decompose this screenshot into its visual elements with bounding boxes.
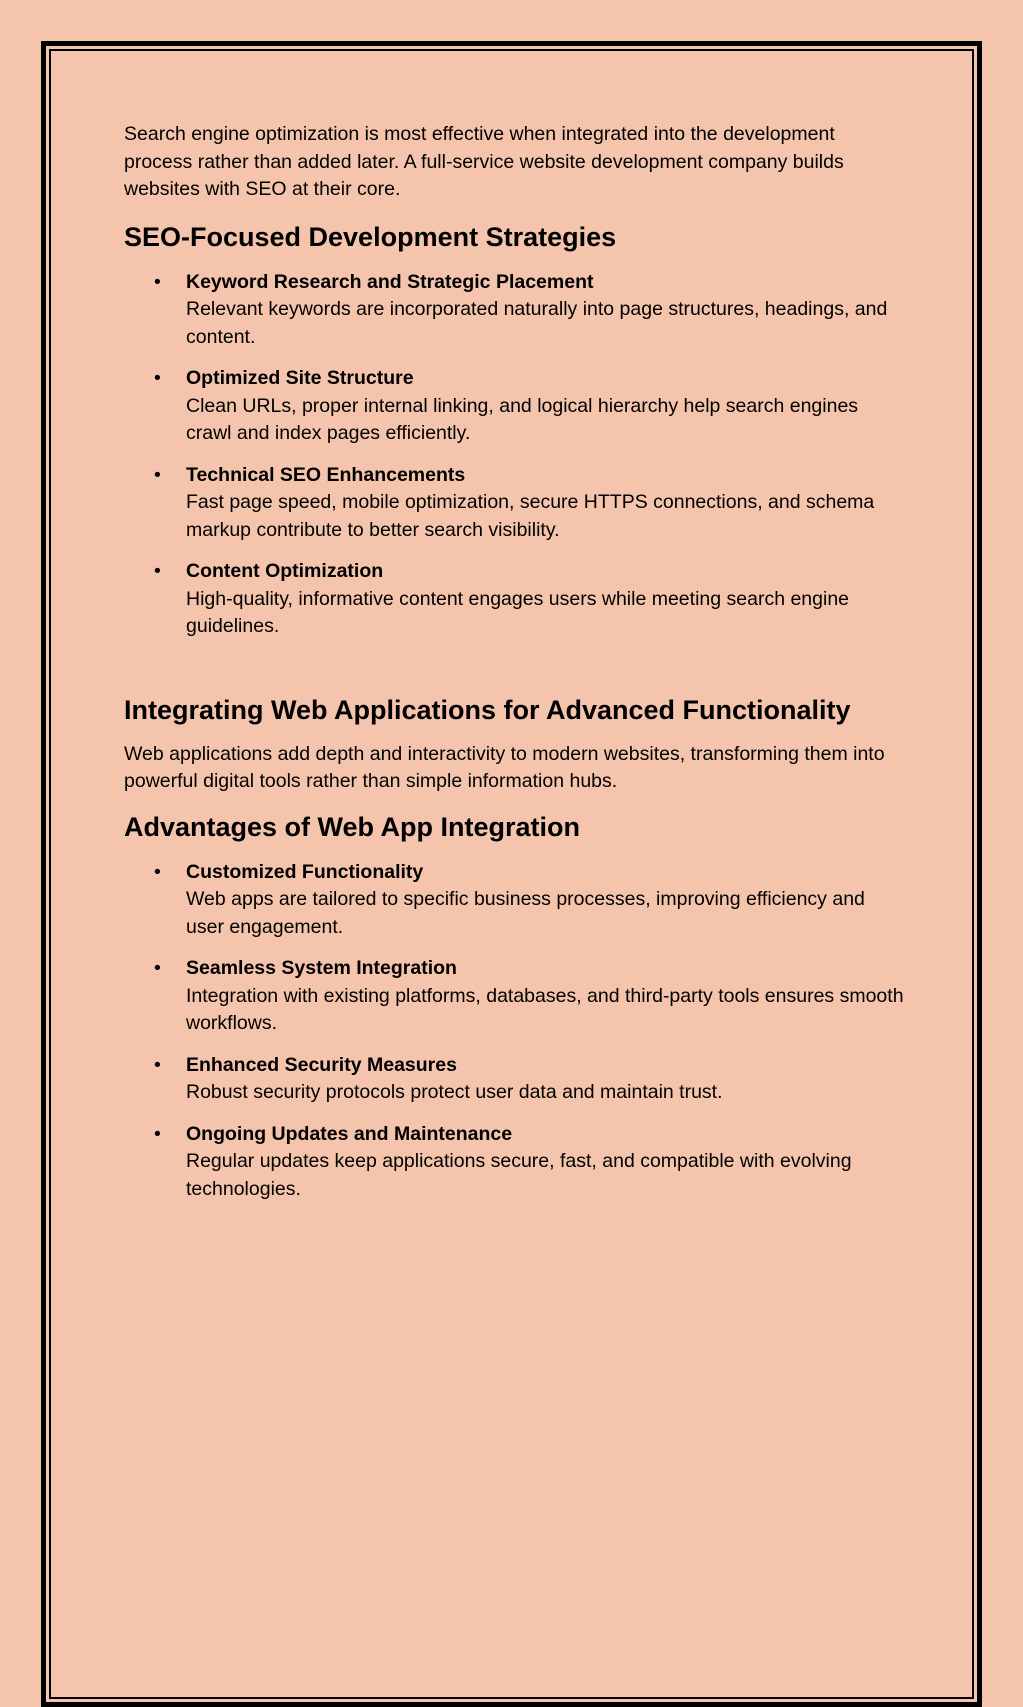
advantages-section-heading: Advantages of Web App Integration: [124, 811, 581, 842]
list-item-title: Content Optimization: [186, 560, 384, 582]
list-item: [124, 1052, 904, 1107]
list-item-text: Web apps are tailored to specific business processes, improving efficiency and user engagement.: [186, 888, 865, 938]
bullet-icon: •: [154, 1053, 161, 1076]
list-item-title: Customized Functionality: [186, 860, 424, 883]
list-item-title: Enhanced Security Measures: [186, 1053, 457, 1076]
list-item: [124, 955, 904, 1038]
list-item-title: Keyword Research and Strategic Placement: [186, 270, 594, 293]
list-item-title: Technical SEO Enhancements: [186, 463, 466, 486]
bullet-icon: •: [154, 957, 161, 979]
list-item: [124, 365, 904, 448]
bullet-icon: •: [154, 463, 161, 486]
advantages-list: [124, 859, 904, 1204]
list-item: [124, 462, 904, 545]
bullet-icon: •: [154, 860, 161, 883]
seo-section-heading: SEO-Focused Development Strategies: [124, 221, 617, 252]
bullet-icon: •: [154, 560, 161, 582]
list-item-text: Integration with existing platforms, databases, and third-party tools ensures smooth workflows.: [186, 984, 904, 1034]
list-item: [124, 1121, 904, 1204]
list-item-text: Relevant keywords are incorporated naturally into page structures, headings, and content.: [186, 298, 888, 348]
bullet-icon: •: [154, 1122, 161, 1145]
list-item-title: Optimized Site Structure: [186, 367, 414, 389]
seo-strategies-list: [124, 269, 904, 641]
bullet-icon: •: [154, 270, 161, 293]
list-item-title: Ongoing Updates and Maintenance: [186, 1122, 513, 1145]
document-content: [124, 121, 904, 1203]
webapp-paragraph: Web applications add depth and interactivity to modern websites, transforming them into powerful digital tools rather than simple information hubs.: [124, 742, 885, 792]
list-item: [124, 558, 904, 641]
list-item-title: Seamless System Integration: [186, 957, 457, 979]
list-item: [124, 269, 904, 352]
webapp-section-heading: Integrating Web Applications for Advanced Functionality: [124, 694, 851, 725]
intro-paragraph: Search engine optimization is most effective when integrated into the development process rather than added later. A full-service website development company builds websites with SEO at their core.: [124, 123, 844, 200]
list-item-text: Regular updates keep applications secure, fast, and compatible with evolving technologies.: [186, 1150, 852, 1200]
list-item-text: Robust security protocols protect user data and maintain trust.: [186, 1081, 723, 1103]
list-item-text: High-quality, informative content engages users while meeting search engine guidelines.: [186, 587, 850, 637]
list-item: [124, 859, 904, 942]
list-item-text: Fast page speed, mobile optimization, secure HTTPS connections, and schema markup contribute to better search visibility.: [186, 491, 875, 541]
bullet-icon: •: [154, 367, 161, 389]
list-item-text: Clean URLs, proper internal linking, and logical hierarchy help search engines crawl and index pages efficiently.: [186, 394, 859, 444]
